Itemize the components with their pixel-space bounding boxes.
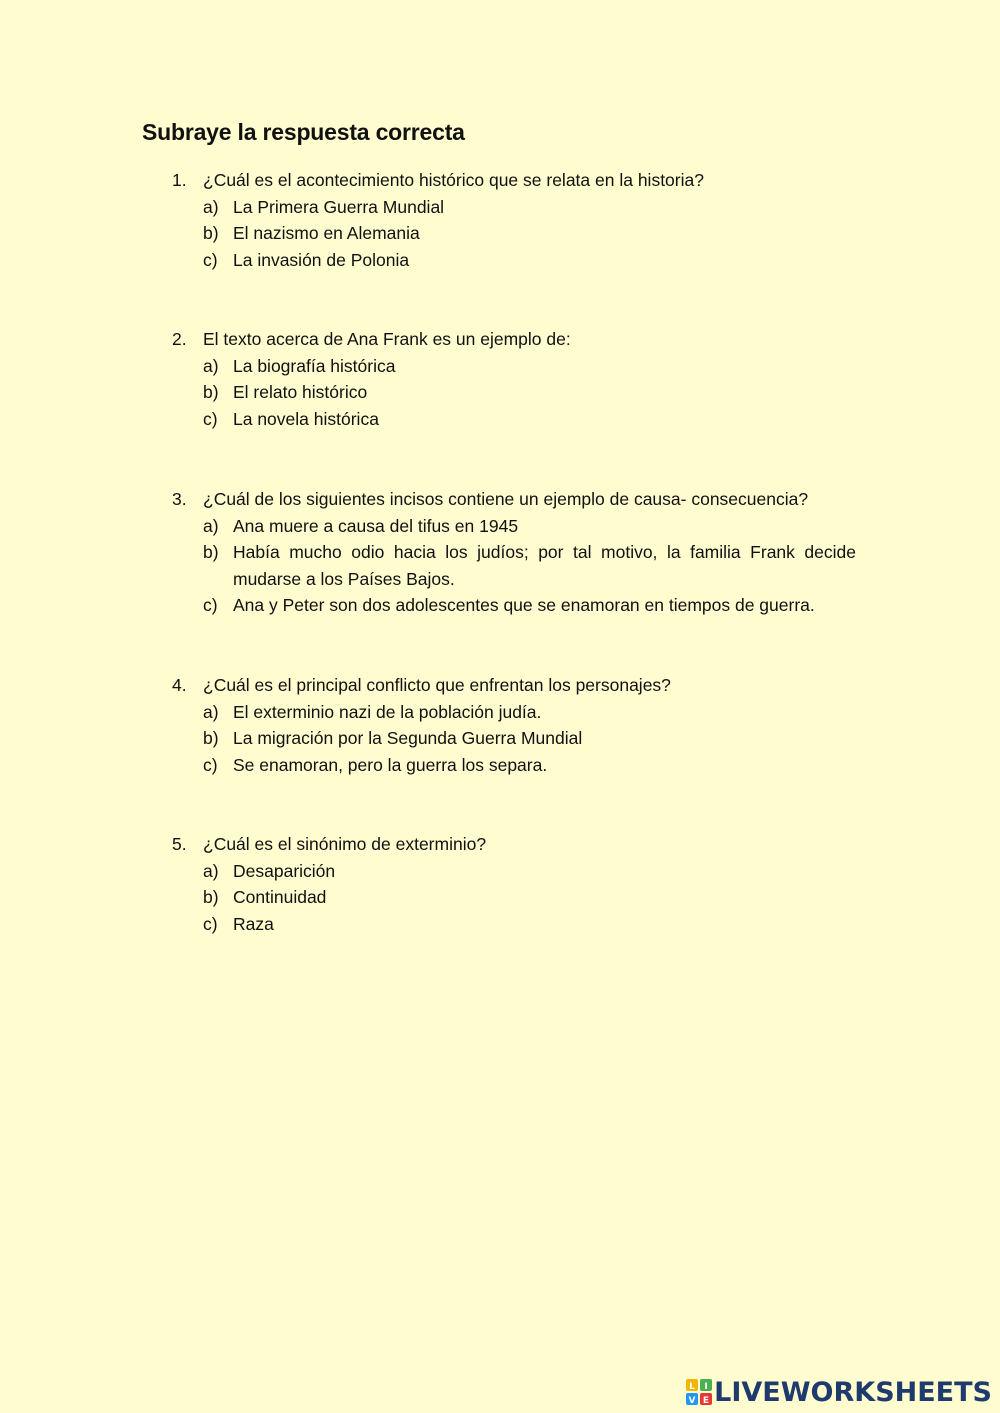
answer-option-c[interactable] (203, 911, 862, 938)
option-text[interactable]: El nazismo en Alemania (233, 223, 420, 244)
answer-option-b[interactable] (203, 220, 862, 247)
option-text[interactable]: La invasión de Polonia (233, 249, 410, 270)
option-letter: b) (203, 223, 219, 244)
answer-option-b[interactable] (203, 539, 862, 592)
answer-option-c[interactable] (203, 247, 862, 274)
question-text: El texto acerca de Ana Frank es un ejemplo de: (203, 329, 571, 349)
question-2 (172, 326, 862, 432)
worksheet-title: Subraye la respuesta correcta (142, 119, 465, 145)
question-text: ¿Cuál de los siguientes incisos contiene un ejemplo de causa- consecuencia? (203, 489, 809, 509)
svg-text:E: E (703, 1396, 710, 1405)
option-letter: c) (203, 913, 218, 934)
option-letter: b) (203, 887, 219, 908)
answer-option-b[interactable] (203, 884, 862, 911)
question-stem (172, 672, 862, 699)
option-letter: a) (203, 515, 219, 536)
question-number: 4. (172, 675, 187, 695)
question-text: ¿Cuál es el principal conflicto que enfrentan los personajes? (203, 675, 671, 695)
option-letter: c) (203, 595, 218, 616)
question-number: 1. (172, 170, 187, 190)
svg-text:V: V (688, 1396, 696, 1405)
option-letter: b) (203, 542, 219, 563)
option-letter: a) (203, 355, 219, 376)
question-number: 5. (172, 834, 187, 854)
option-letter: b) (203, 382, 219, 403)
option-text[interactable]: La Primera Guerra Mundial (233, 196, 445, 217)
answer-option-b[interactable] (203, 725, 862, 752)
option-text[interactable]: Raza (233, 913, 274, 934)
option-letter: c) (203, 408, 218, 429)
question-stem (172, 486, 862, 513)
question-stem (172, 326, 862, 353)
answer-option-a[interactable] (203, 858, 862, 885)
svg-text:L: L (689, 1382, 696, 1392)
option-text[interactable]: Había mucho odio hacia los judíos; por tal motivo, la familia Frank decide mudarse a los Países Bajos. (233, 542, 856, 589)
question-text: ¿Cuál es el sinónimo de exterminio? (203, 834, 487, 854)
question-number: 3. (172, 489, 187, 509)
option-text[interactable]: Desaparición (233, 860, 336, 881)
question-5 (172, 831, 862, 937)
option-text[interactable]: Ana muere a causa del tifus en 1945 (233, 515, 519, 536)
answer-option-c[interactable] (203, 406, 862, 433)
answer-option-c[interactable] (203, 592, 862, 619)
option-letter: a) (203, 860, 219, 881)
question-stem (172, 831, 862, 858)
question-number: 2. (172, 329, 187, 349)
liveworksheets-logo-icon (686, 1379, 712, 1405)
option-text[interactable]: La biografía histórica (233, 355, 396, 376)
answer-option-a[interactable] (203, 194, 862, 221)
option-text[interactable]: Ana y Peter son dos adolescentes que se enamoran en tiempos de guerra. (233, 595, 815, 616)
option-text[interactable]: Se enamoran, pero la guerra los separa. (233, 754, 548, 775)
option-letter: c) (203, 754, 218, 775)
option-text[interactable]: La novela histórica (233, 408, 379, 429)
answer-option-a[interactable] (203, 353, 862, 380)
svg-text:I: I (704, 1382, 708, 1392)
question-1 (172, 167, 862, 273)
option-letter: a) (203, 196, 219, 217)
option-text[interactable]: El relato histórico (233, 382, 368, 403)
question-stem (172, 167, 862, 194)
brand-name: LIVEWORKSHEETS (714, 1376, 992, 1408)
liveworksheets-brand[interactable] (686, 1375, 992, 1409)
answer-option-a[interactable] (203, 699, 862, 726)
question-4 (172, 672, 862, 778)
question-text: ¿Cuál es el acontecimiento histórico que se relata en la historia? (203, 170, 704, 190)
answer-option-c[interactable] (203, 752, 862, 779)
option-text[interactable]: La migración por la Segunda Guerra Mundial (233, 728, 583, 749)
option-letter: a) (203, 701, 219, 722)
option-text[interactable]: El exterminio nazi de la población judía. (233, 701, 542, 722)
answer-option-b[interactable] (203, 379, 862, 406)
option-letter: c) (203, 249, 218, 270)
option-letter: b) (203, 728, 219, 749)
answer-option-a[interactable] (203, 513, 862, 540)
option-text[interactable]: Continuidad (233, 887, 327, 908)
question-3 (172, 486, 862, 619)
